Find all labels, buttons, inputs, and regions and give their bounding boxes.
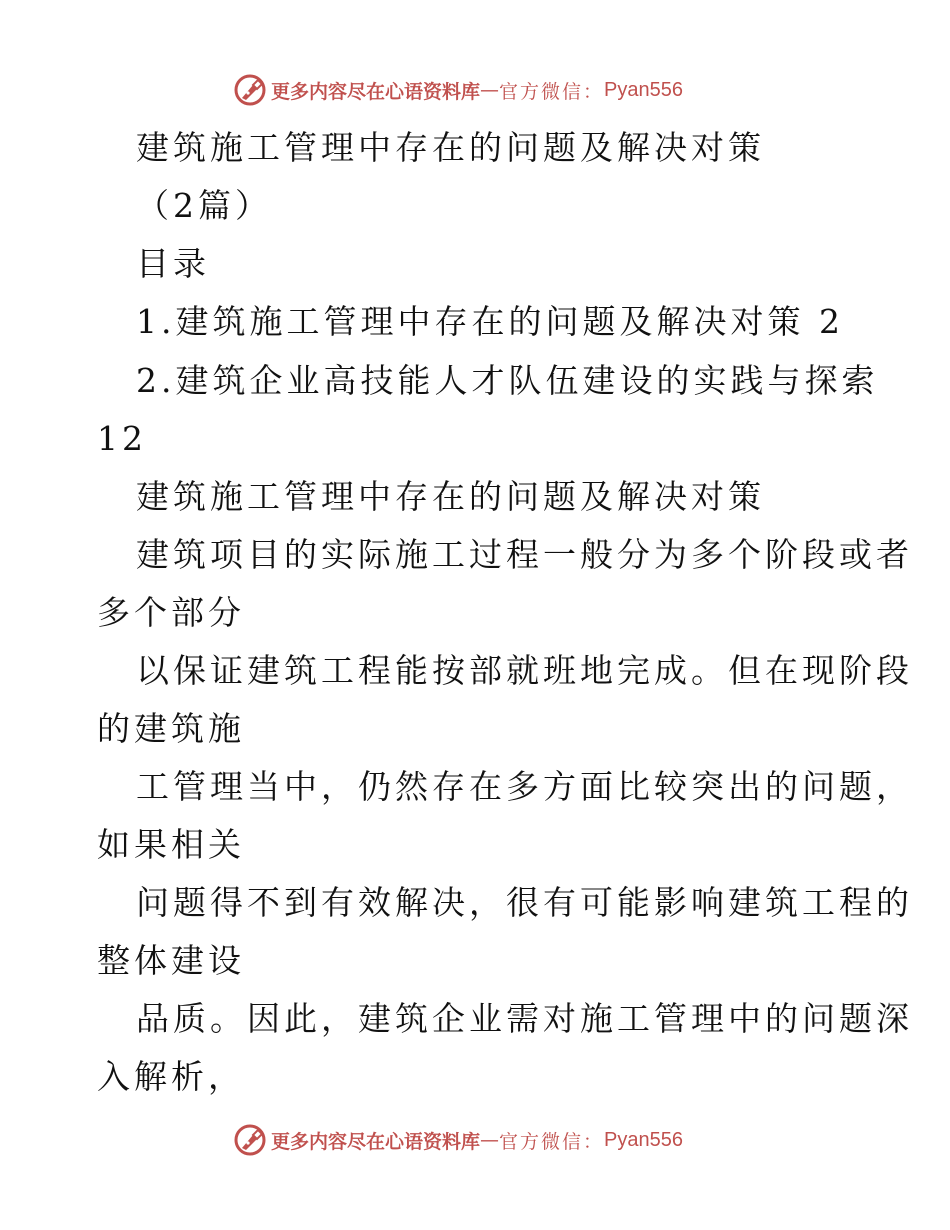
document-title: 建筑施工管理中存在的问题及解决对策: [136, 128, 765, 167]
watermark-site-text: 更多内容尽在心语资料库: [271, 1130, 481, 1153]
body-line: 问题得不到有效解决，很有可能影响建筑工程的: [136, 883, 913, 922]
body-line: 如果相关: [97, 825, 245, 864]
body-line: 品质。因此，建筑企业需对施工管理中的问题深: [136, 999, 913, 1038]
body-line: 多个部分: [97, 593, 245, 632]
pen-nib-logo-icon: [233, 73, 267, 107]
body-line: 入解析，: [97, 1057, 245, 1096]
document-title-suffix: （2篇）: [136, 186, 272, 225]
toc-item-label: 2.建筑企业高技能人才队伍建设的实践与探索: [136, 361, 879, 400]
watermark-dash: —: [480, 79, 500, 101]
watermark-wechat-id: Pyan556: [604, 1128, 683, 1151]
section-title: 建筑施工管理中存在的问题及解决对策: [136, 477, 765, 516]
body-line: 以保证建筑工程能按部就班地完成。但在现阶段: [136, 651, 913, 690]
body-line: 工管理当中，仍然存在多方面比较突出的问题，: [136, 767, 913, 806]
watermark-wechat-label: 官方微信：: [499, 1130, 605, 1153]
toc-item-page: 2: [819, 302, 844, 341]
body-line: 整体建设: [97, 941, 245, 980]
body-line: 的建筑施: [97, 709, 245, 748]
watermark-dash: —: [480, 1129, 500, 1151]
toc-heading: 目录: [136, 244, 210, 283]
header-watermark: [233, 72, 683, 108]
body-line: 建筑项目的实际施工过程一般分为多个阶段或者: [136, 535, 913, 574]
watermark-site-text: 更多内容尽在心语资料库: [271, 80, 481, 103]
toc-item-page: 12: [97, 419, 147, 458]
watermark-wechat-id: Pyan556: [604, 78, 683, 101]
footer-watermark: [233, 1122, 683, 1158]
pen-nib-logo-icon: [233, 1123, 267, 1157]
watermark-wechat-label: 官方微信：: [499, 80, 605, 103]
toc-item-label: 1.建筑施工管理中存在的问题及解决对策: [136, 302, 805, 341]
toc-item: [136, 302, 844, 342]
